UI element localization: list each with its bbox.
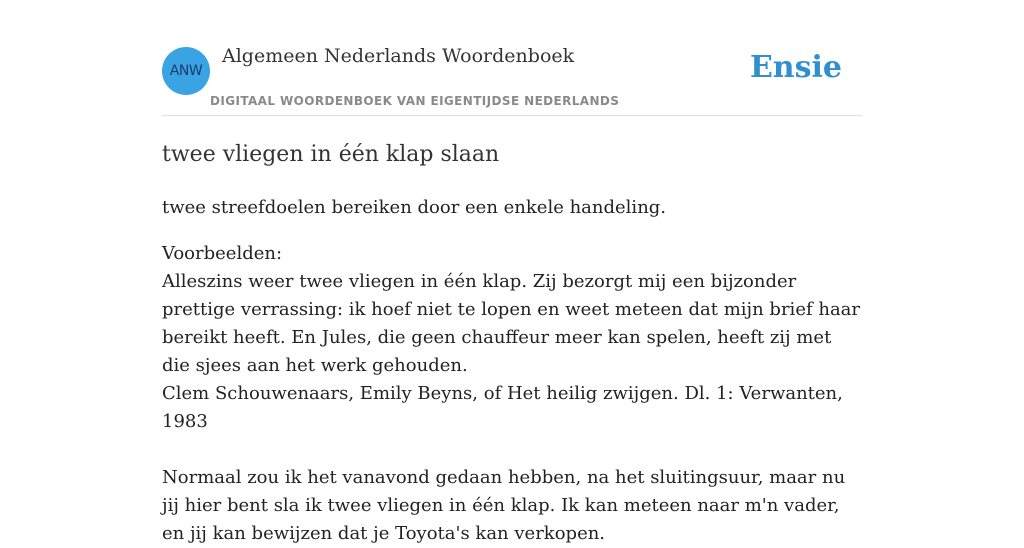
ensie-brand-link[interactable]: Ensie	[749, 50, 842, 85]
page	[162, 0, 862, 548]
entry-title: twee vliegen in één klap slaan	[162, 142, 500, 167]
examples-label: Voorbeelden:	[162, 243, 283, 264]
example-text: Normaal zou ik het vanavond gedaan hebben, na het sluitingsuur, maar nu jij hier bent sla ik twee vliegen in één klap. Ik kan meteen naar m'n vader, en jij kan bewijzen dat je Toyota's kan verkopen.	[162, 467, 846, 544]
example-text: Alleszins weer twee vliegen in één klap. Zij bezorgt mij een bijzonder prettige verrassing: ik hoef niet te lopen en weet meteen dat mijn brief haar bereikt heeft. En Jules, die geen chauffeur meer kan spelen, heeft zij met die sjees aan het werk gehouden.	[162, 271, 861, 376]
entry-definition: twee streefdoelen bereiken door een enkele handeling.	[162, 197, 667, 218]
example-source: Clem Schouwenaars, Emily Beyns, of Het heilig zwijgen. Dl. 1: Verwanten, 1983	[162, 383, 843, 432]
site-header	[162, 0, 862, 116]
anw-logo[interactable]: ANW	[162, 47, 210, 95]
site-title[interactable]: Algemeen Nederlands Woordenboek	[222, 45, 575, 67]
example-separator	[162, 436, 862, 464]
site-subtitle: DIGITAAL WOORDENBOEK VAN EIGENTIJDSE NEDERLANDS	[210, 94, 620, 108]
entry-content	[162, 116, 862, 548]
